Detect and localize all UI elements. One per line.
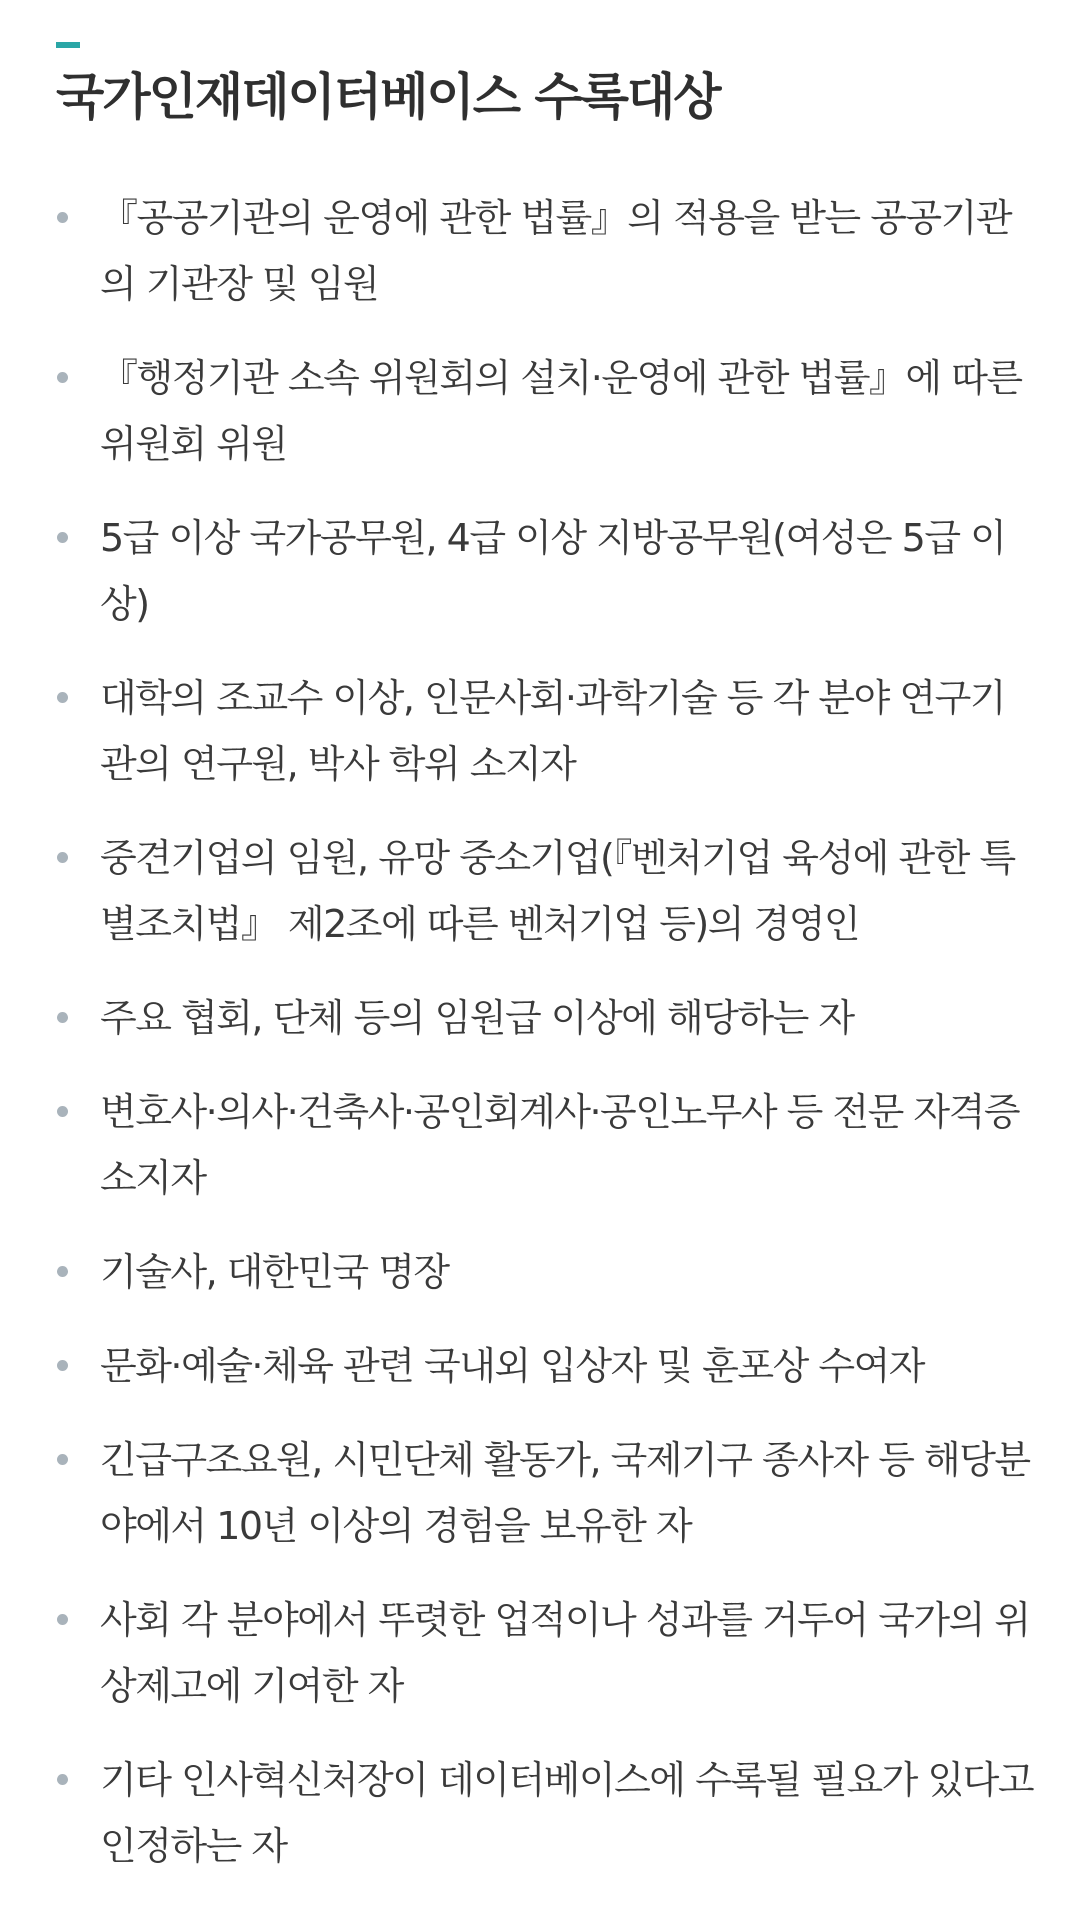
list-item xyxy=(0,1587,1080,1719)
list-item xyxy=(0,1333,1080,1399)
list-item-text: 주요 협회, 단체 등의 임원급 이상에 해당하는 자 xyxy=(100,996,854,1040)
page-title: 국가인재데이터베이스 수록대상 xyxy=(56,68,720,126)
list-item-text: 긴급구조요원, 시민단체 활동가, 국제기구 종사자 등 해당분야에서 10년 이상의 경험을 보유한 자 xyxy=(100,1438,1030,1548)
bullet-icon xyxy=(57,372,68,383)
bullet-icon xyxy=(57,1266,68,1277)
list-item xyxy=(0,345,1080,477)
list-item xyxy=(0,185,1080,317)
bullet-icon xyxy=(57,212,68,223)
list-item-text: 사회 각 분야에서 뚜렷한 업적이나 성과를 거두어 국가의 위상제고에 기여한 자 xyxy=(100,1598,1030,1708)
list-item xyxy=(0,985,1080,1051)
list-item-text: 『행정기관 소속 위원회의 설치·운영에 관한 법률』에 따른 위원회 위원 xyxy=(100,356,1022,466)
bullet-icon xyxy=(57,532,68,543)
list-item xyxy=(0,1239,1080,1305)
bullet-icon xyxy=(57,1454,68,1465)
bullet-icon xyxy=(57,1360,68,1371)
bullet-icon xyxy=(57,852,68,863)
bullet-icon xyxy=(57,1774,68,1785)
list-item xyxy=(0,1079,1080,1211)
list-item-text: 기타 인사혁신처장이 데이터베이스에 수록될 필요가 있다고 인정하는 자 xyxy=(100,1758,1034,1868)
list-item-text: 문화·예술·체육 관련 국내외 입상자 및 훈포상 수여자 xyxy=(100,1344,925,1388)
criteria-list xyxy=(0,185,1080,1907)
list-item xyxy=(0,665,1080,797)
list-item xyxy=(0,1747,1080,1879)
list-item-text: 중견기업의 임원, 유망 중소기업(『벤처기업 육성에 관한 특별조치법』 제2조에 따른 벤처기업 등)의 경영인 xyxy=(100,836,1015,946)
list-item xyxy=(0,505,1080,637)
bullet-icon xyxy=(57,1106,68,1117)
list-item xyxy=(0,1427,1080,1559)
bullet-icon xyxy=(57,692,68,703)
list-item-text: 대학의 조교수 이상, 인문사회·과학기술 등 각 분야 연구기관의 연구원, 박사 학위 소지자 xyxy=(100,676,1005,786)
bullet-icon xyxy=(57,1012,68,1023)
list-item-text: 『공공기관의 운영에 관한 법률』의 적용을 받는 공공기관의 기관장 및 임원 xyxy=(100,196,1012,306)
bullet-icon xyxy=(57,1614,68,1625)
list-item xyxy=(0,825,1080,957)
list-item-text: 변호사·의사·건축사·공인회계사·공인노무사 등 전문 자격증 소지자 xyxy=(100,1090,1020,1200)
list-item-text: 기술사, 대한민국 명장 xyxy=(100,1250,449,1294)
title-accent-bar xyxy=(56,42,80,48)
list-item-text: 5급 이상 국가공무원, 4급 이상 지방공무원(여성은 5급 이상) xyxy=(100,516,1006,626)
